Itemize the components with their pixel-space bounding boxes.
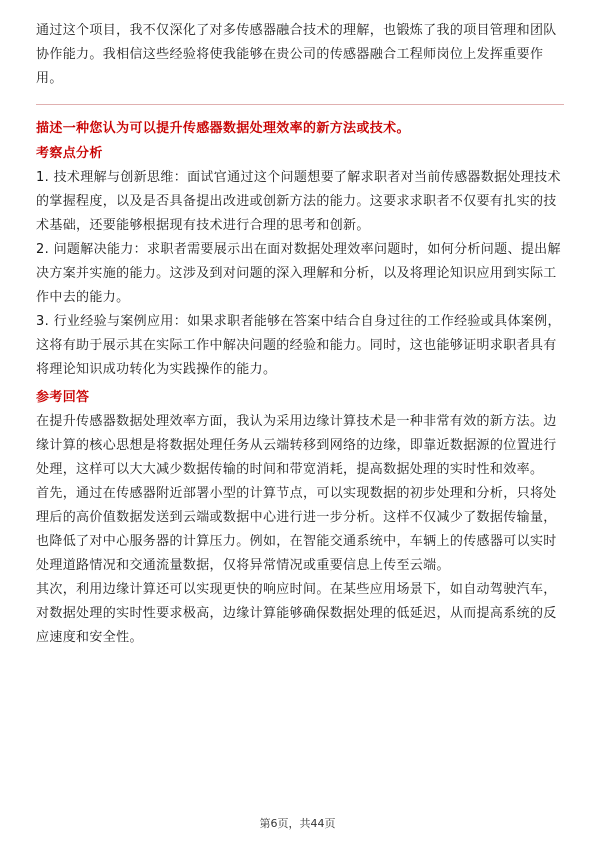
analysis-point: 2. 问题解决能力：求职者需要展示出在面对数据处理效率问题时，如何分析问题、提出解决方案并实施的能力。这涉及到对问题的深入理解和分析，以及将理论知识应用到实际工作中去的能力。 [36, 242, 561, 305]
answer-paragraph: 首先，通过在传感器附近部署小型的计算节点，可以实现数据的初步处理和分析，只将处理后的高价值数据发送到云端或数据中心进行进一步分析。这样不仅减少了数据传输量，也降低了对中心服务器的计算压力。例如，在智能交通系统中，车辆上的传感器可以实时处理道路情况和交通流量数据，仅将异常情况或重要信息上传至云端。 [36, 486, 557, 573]
page-number: 第6页，共44页 [259, 817, 336, 830]
answer-paragraph: 其次，利用边缘计算还可以实现更快的响应时间。在某些应用场景下，如自动驾驶汽车，对数据处理的实时性要求极高，边缘计算能够确保数据处理的低延迟，从而提高系统的反应速度和安全性。 [36, 582, 557, 645]
answer-paragraph: 在提升传感器数据处理效率方面，我认为采用边缘计算技术是一种非常有效的新方法。边缘计算的核心思想是将数据处理任务从云端转移到网络的边缘，即靠近数据源的位置进行处理，这样可以大大减少数据传输的时间和带宽消耗，提高数据处理的实时性和效率。 [36, 414, 557, 477]
question-title: 描述一种您认为可以提升传感器数据处理效率的新方法或技术。 [36, 121, 410, 136]
page-content [36, 19, 564, 650]
analysis-point: 3. 行业经验与案例应用：如果求职者能够在答案中结合自身过往的工作经验或具体案例，这将有助于展示其在实际工作中解决问题的经验和能力。同时，这也能够证明求职者具有将理论知识成功转化为实践操作的能力。 [36, 314, 561, 377]
intro-paragraph: 通过这个项目，我不仅深化了对多传感器融合技术的理解，也锻炼了我的项目管理和团队协作能力。我相信这些经验将使我能够在贵公司的传感器融合工程师岗位上发挥重要作用。 [36, 23, 557, 86]
analysis-heading: 考察点分析 [36, 146, 103, 161]
answer-heading: 参考回答 [36, 390, 90, 405]
analysis-point: 1. 技术理解与创新思维：面试官通过这个问题想要了解求职者对当前传感器数据处理技术的掌握程度，以及是否具备提出改进或创新方法的能力。这要求求职者不仅要有扎实的技术基础，还要能够根据现有技术进行合理的思考和创新。 [36, 170, 561, 233]
section-divider [36, 104, 564, 105]
